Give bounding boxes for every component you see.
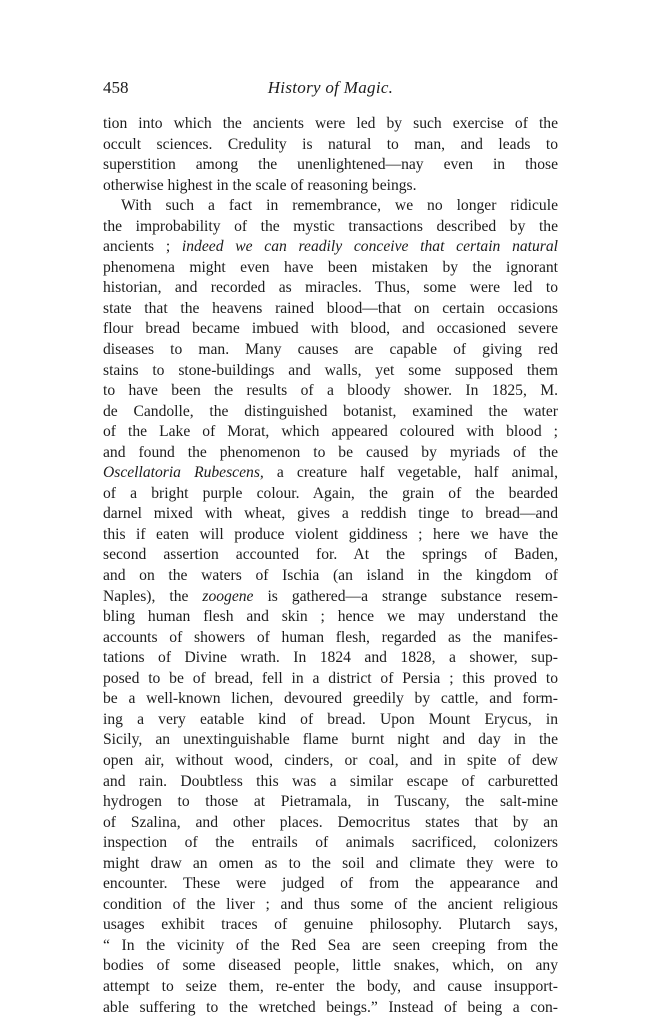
text-line: tations of Divine wrath. In 1824 and 1828, a shower, sup-	[103, 649, 558, 667]
text-line: state that the heavens rained blood—that on certain occasions	[103, 299, 558, 317]
text-line: darnel mixed with wheat, gives a reddish tinge to bread—and	[103, 505, 558, 523]
text-fragment: a creature half vegetable, half animal,	[263, 464, 558, 482]
italic-phrase: Oscellatoria Rubescens,	[103, 464, 264, 482]
text-line: diseases to man. Many causes are capable of giving red	[103, 341, 558, 359]
text-line: condition of the liver ; and thus some of the ancient religious	[103, 895, 558, 913]
text-line: able suffering to the wretched beings.” Instead of being a con-	[103, 998, 558, 1016]
text-line: ing a very eatable kind of bread. Upon Mount Erycus, in	[103, 710, 558, 728]
text-line: bling human flesh and skin ; hence we may understand the	[103, 608, 558, 626]
text-line: accounts of showers of human flesh, regarded as the manifes-	[103, 628, 558, 646]
text-line: and rain. Doubtless this was a similar escape of carburetted	[103, 772, 558, 790]
text-line: open air, without wood, cinders, or coal, and in spite of dew	[103, 751, 558, 769]
page-number: 458	[103, 78, 129, 97]
text-line: historian, and recorded as miracles. Thus, some were led to	[103, 279, 558, 297]
text-line: of a bright purple colour. Again, the grain of the bearded	[103, 484, 558, 502]
text-line: usages exhibit traces of genuine philosophy. Plutarch says,	[103, 916, 558, 934]
text-line: be a well-known lichen, devoured greedily by cattle, and form-	[103, 690, 558, 708]
text-fragment: ancients ;	[103, 238, 182, 256]
running-title: History of Magic.	[267, 78, 394, 97]
text-line	[103, 463, 558, 484]
text-line	[103, 237, 558, 258]
text-fragment: is gathered—a strange substance resem-	[253, 587, 558, 605]
text-line: otherwise highest in the scale of reasoning beings.	[103, 176, 417, 194]
text-line	[103, 587, 558, 608]
text-line: posed to be of bread, fell in a district of Persia ; this proved to	[103, 669, 558, 687]
text-line: this if eaten will produce violent giddiness ; here we have the	[103, 525, 558, 543]
text-line: of Szalina, and other places. Democritus states that by an	[103, 813, 558, 831]
italic-phrase: zoogene	[202, 587, 254, 605]
text-line: inspection of the entrails of animals sacrificed, colonizers	[103, 834, 558, 852]
text-line: With such a fact in remembrance, we no longer ridicule	[121, 197, 558, 215]
text-line: to have been the results of a bloody shower. In 1825, M.	[103, 382, 558, 400]
text-line: attempt to seize them, re-enter the body, and cause insupport-	[103, 977, 558, 995]
text-line: the improbability of the mystic transactions described by the	[103, 217, 558, 235]
text-fragment: Naples), the	[103, 587, 203, 605]
text-line: Sicily, an unextinguishable flame burnt night and day in the	[103, 731, 558, 749]
text-line: and on the waters of Ischia (an island in the kingdom of	[103, 567, 558, 585]
text-line: superstition among the unenlightened—nay even in those	[103, 156, 558, 174]
body-text	[103, 114, 558, 1018]
text-line: second assertion accounted for. At the springs of Baden,	[103, 546, 558, 564]
text-line: tion into which the ancients were led by such exercise of the	[103, 115, 558, 132]
text-line: “ In the vicinity of the Red Sea are seen creeping from the	[103, 936, 558, 954]
text-line: flour bread became imbued with blood, and occasioned severe	[103, 320, 558, 338]
running-head	[103, 78, 558, 104]
text-line: stains to stone-buildings and walls, yet some supposed them	[103, 361, 558, 379]
text-line: might draw an omen as to the soil and climate they were to	[103, 854, 558, 872]
text-line: encounter. These were judged of from the appearance and	[103, 875, 558, 893]
text-line: and found the phenomenon to be caused by myriads of the	[103, 443, 558, 461]
italic-phrase: indeed we can readily conceive that certain natural	[181, 238, 558, 256]
text-line: occult sciences. Credulity is natural to man, and leads to	[103, 135, 558, 153]
text-line: of the Lake of Morat, which appeared coloured with blood ;	[103, 423, 558, 441]
text-line: phenomena might even have been mistaken by the ignorant	[103, 258, 558, 276]
text-line: bodies of some diseased people, little snakes, which, on any	[103, 957, 558, 975]
text-line: de Candolle, the distinguished botanist, examined the water	[103, 402, 558, 420]
text-line: hydrogen to those at Pietramala, in Tuscany, the salt-mine	[103, 793, 558, 811]
book-page	[103, 78, 558, 1018]
